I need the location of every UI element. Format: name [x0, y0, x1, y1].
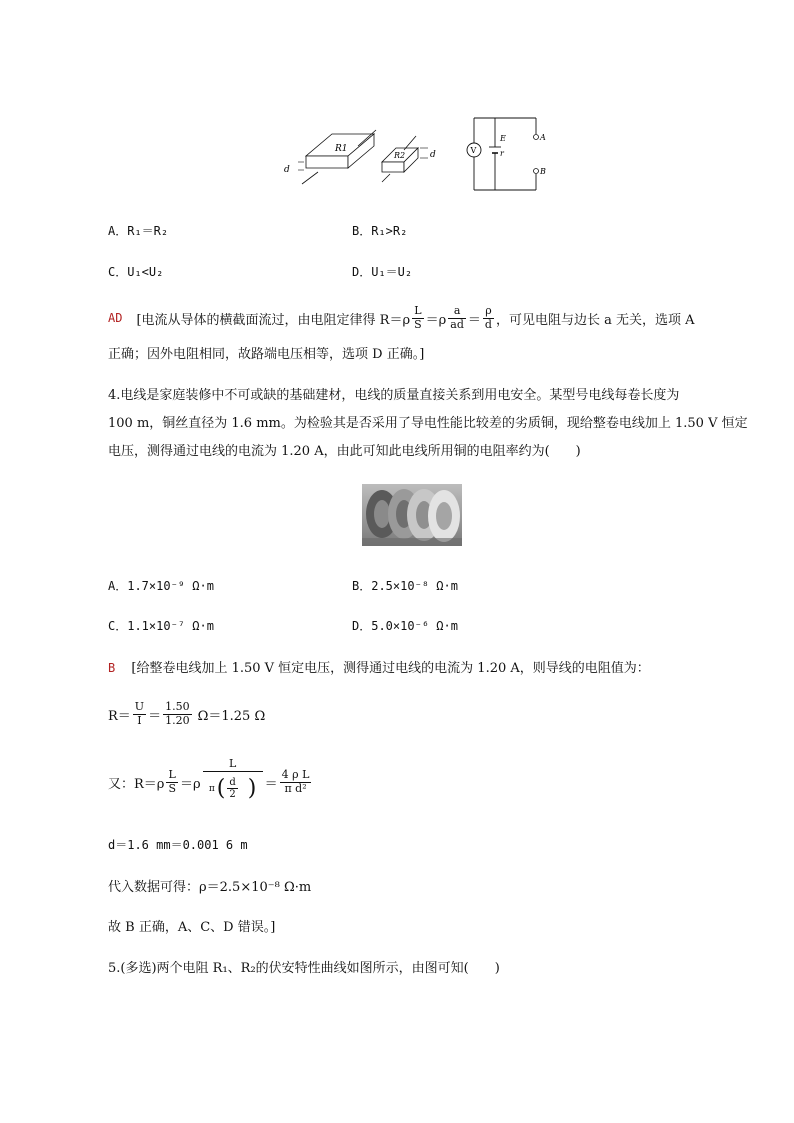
eq-rho-2: ＝ρ	[179, 776, 201, 792]
q4-line3: 电压，测得通过电线的电流为 1.20 A，由此可知此电线所用铜的电阻率约为( )	[108, 444, 581, 459]
r1-label: R1	[335, 144, 348, 154]
q3-option-b: B．R₁>R₂	[352, 224, 408, 238]
q4-resistivity-formula	[108, 752, 313, 812]
fraction-u-over-i: $\frac{U}{I}$	[134, 699, 145, 727]
q3-option-c: C．U₁<U₂	[108, 265, 164, 279]
fraction-voltage-over-current: $\frac{1.50}{1.20}$	[165, 699, 190, 727]
q4-answer-text: [给整卷电线加上 1.50 V 恒定电压，测得通过电线的电流为 1.20 A，则导线的电阻值为：	[131, 661, 650, 676]
q4-answer-line1	[108, 657, 650, 676]
voltmeter-label: V	[470, 146, 477, 155]
emf-label: E	[500, 134, 506, 143]
q4-option-d: D．5.0×10⁻⁶ Ω·m	[352, 619, 458, 633]
fraction-rho-over-d: $\frac{\rho}{d}$	[484, 303, 492, 331]
q3-answer-line2: 正确；因外电阻相同，故路端电压相等，选项 D 正确。]	[108, 347, 425, 362]
fraction-l-over-area: L π ( $\frac{d}{2}$ )	[203, 758, 263, 806]
internal-r-label: r	[500, 149, 504, 158]
conclusion-line: 故 B 正确，A、C、D 错误。]	[108, 920, 276, 935]
eq-sign: ＝	[148, 708, 162, 724]
q3-answer-text-end: ，可见电阻与边长 a 无关，选项 A	[495, 312, 695, 328]
q3-eq: ＝	[467, 312, 481, 328]
q3-answer-text-start: [电流从导体的横截面流过，由电阻定律得 R＝ρ	[136, 312, 411, 328]
q5-line: 5.(多选)两个电阻 R₁、R₂的伏安特性曲线如图所示，由图可知( )	[108, 961, 500, 976]
diameter-line: d＝1.6 mm＝0.001 6 m	[108, 838, 248, 852]
q4-option-c: C．1.1×10⁻⁷ Ω·m	[108, 619, 214, 633]
q4-resistance-formula	[108, 694, 265, 734]
d-label-right: d	[430, 150, 436, 160]
d-label-left: d	[284, 165, 290, 175]
q3-option-d: D．U₁＝U₂	[352, 265, 413, 279]
q4-option-a: A．1.7×10⁻⁹ Ω·m	[108, 579, 214, 593]
terminal-a	[534, 135, 539, 140]
r-prefix: R＝	[108, 708, 131, 724]
q3-answer-key: AD	[108, 311, 123, 325]
resistance-result: Ω＝1.25 Ω	[197, 708, 266, 724]
terminal-b-label: B	[540, 167, 546, 176]
substitution-line: 代入数据可得：ρ＝2.5×10⁻⁸ Ω·m	[108, 880, 312, 895]
q3-eq-rho: ＝ρ	[425, 312, 447, 328]
fraction-a-over-ad: $\frac{a}{ad}$	[450, 303, 464, 331]
q4-line2: 100 m，铜丝直径为 1.6 mm。为检验其是否采用了导电性能比较差的劣质铜，现给整卷电线加上 1.50 V 恒定	[108, 416, 748, 431]
resistor-circuit-figure	[278, 112, 558, 194]
terminal-b	[534, 169, 539, 174]
again-prefix: 又：R＝ρ	[108, 776, 165, 792]
r1-block	[298, 130, 376, 184]
wire-coils-photo	[362, 484, 462, 546]
fraction-4rhol-over-pid2: $\frac{\text{4 ρ L}}{\text{π d²}}$	[281, 767, 310, 795]
q4-line1: 4.电线是家庭装修中不可或缺的基础建材，电线的质量直接关系到用电安全。某型号电线每卷长度为	[108, 388, 680, 403]
fraction-l-over-s: $\frac{L}{S}$	[414, 303, 422, 331]
q3-option-a: A．R₁＝R₂	[108, 224, 169, 238]
fraction-l-over-s-2: $\frac{L}{S}$	[168, 767, 176, 795]
r2-label: R2	[394, 151, 406, 160]
terminal-a-label: A	[540, 133, 546, 142]
q3-answer-line1	[108, 300, 695, 336]
eq-sign-3: ＝	[264, 776, 278, 792]
q4-answer-key: B	[108, 661, 116, 675]
q4-option-b: B．2.5×10⁻⁸ Ω·m	[352, 579, 458, 593]
